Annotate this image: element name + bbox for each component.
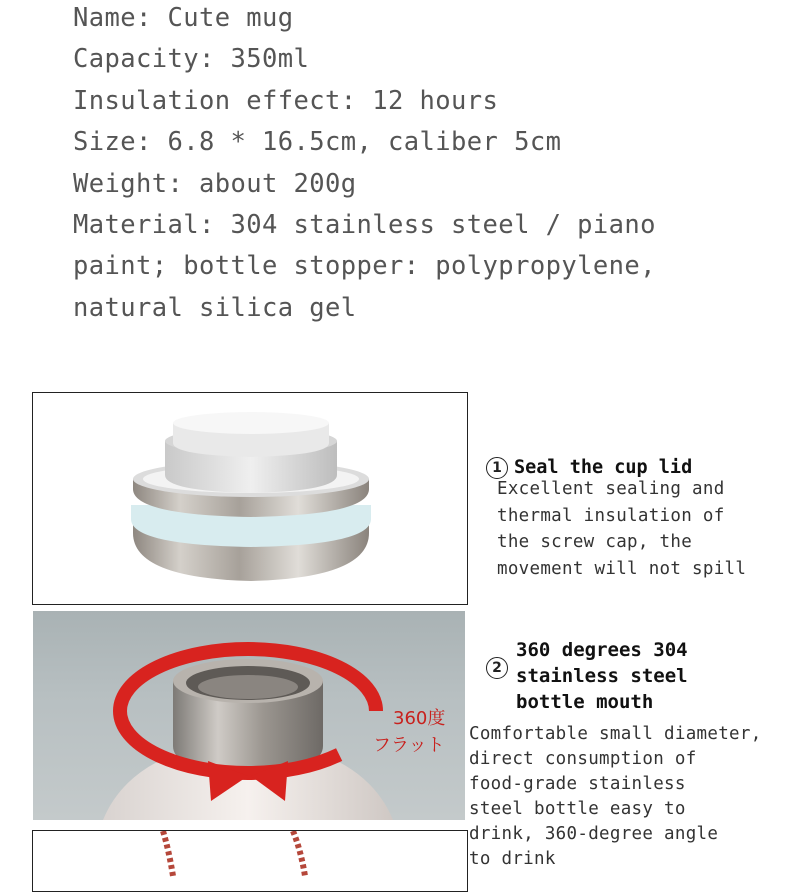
feature1-title: Seal the cup lid [514,457,693,478]
strap-illustration [33,831,467,891]
spec-name: Name: Cute mug [73,3,294,33]
spec-material-line2: paint; bottle stopper: polypropylene, [73,251,656,282]
feature1-line: movement will not spill [497,558,747,579]
spec-material-line3: natural silica gel [73,292,357,323]
feature1-line: the screw cap, the [497,532,693,552]
spec-capacity: Capacity: 350ml [73,44,310,75]
feature2-title-line: stainless steel [516,665,688,687]
feature1-number-badge: 1 [486,457,508,479]
feature2-line: to drink [469,849,556,869]
spec-insulation: Insulation effect: 12 hours [73,85,499,116]
feature2-number-badge: 2 [486,657,508,679]
photo-label-360: 360度 [393,708,446,729]
feature2-title-line: 360 degrees 304 [516,639,688,661]
feature2-line: food-grade stainless [469,774,686,794]
spec-weight: Weight: about 200g [73,168,357,199]
photo-label-flat: フラット [373,735,445,756]
feature2-line: direct consumption of [469,749,697,769]
lid-illustration [33,393,467,604]
bottle-mouth-photo [33,611,465,820]
bottle-mouth-illustration [33,611,465,820]
feature2-line: steel bottle easy to [469,799,686,819]
feature2-title [516,637,688,715]
lid-photo [32,392,468,605]
spec-material-line1: Material: 304 stainless steel / piano [73,210,656,241]
feature1-description [497,476,746,582]
spec-size: Size: 6.8 * 16.5cm, caliber 5cm [73,127,562,158]
strap-photo [32,830,468,892]
feature2-title-line: bottle mouth [516,691,654,713]
feature2-line: Comfortable small diameter, [469,724,762,744]
feature2-description [469,722,762,872]
product-specs [73,0,773,329]
feature1-line: Excellent sealing and [497,479,725,499]
feature2-line: drink, 360-degree angle [469,824,719,844]
feature1-line: thermal insulation of [497,505,725,526]
